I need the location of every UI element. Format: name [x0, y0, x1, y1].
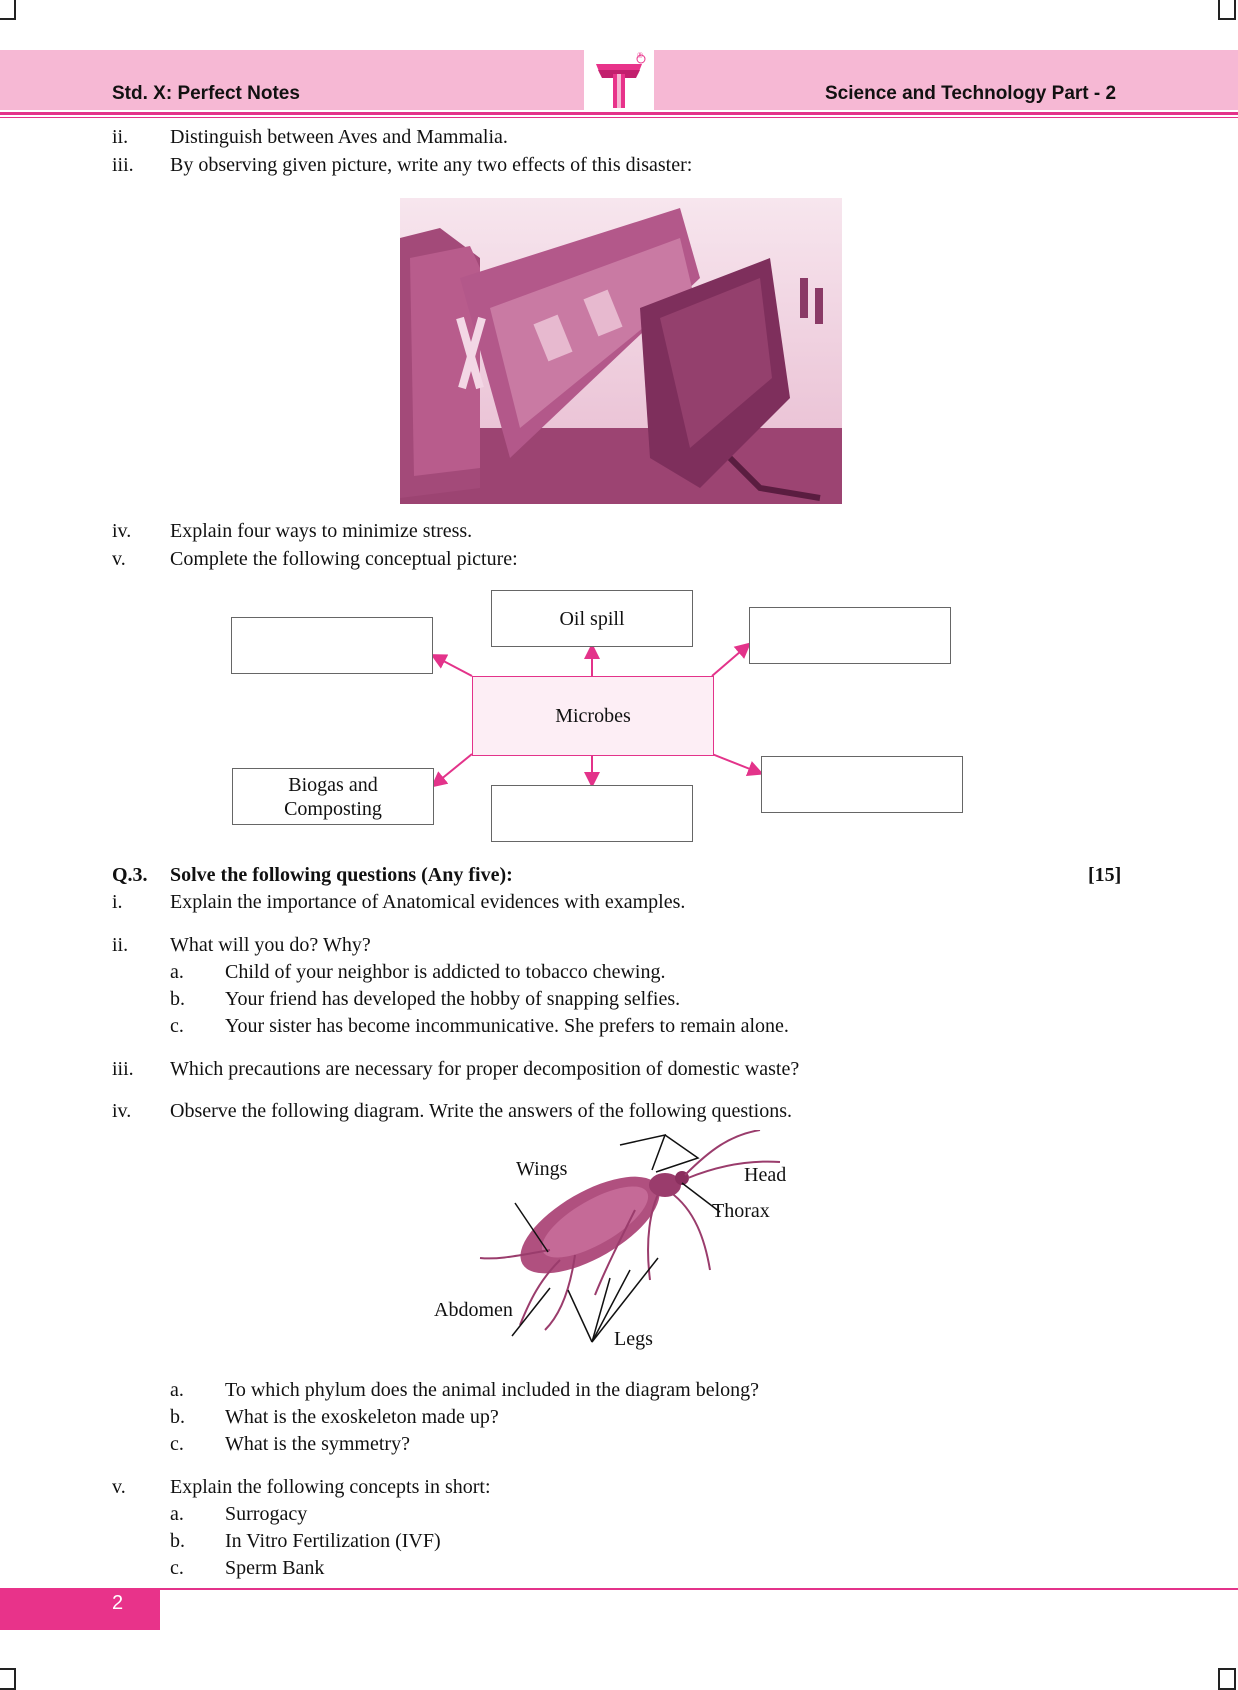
q2-iii-num: iii.: [112, 154, 134, 176]
concept-box-top-right-blank: [749, 607, 951, 664]
q3-v-text: Explain the following concepts in short:: [170, 1476, 491, 1498]
q3-ii-a-num: a.: [170, 961, 184, 983]
q3-ii-c-num: c.: [170, 1015, 184, 1037]
q3-ii-num: ii.: [112, 934, 129, 956]
q3-v-a-num: a.: [170, 1503, 184, 1525]
concept-box-biogas: [232, 768, 434, 825]
concept-box-bottom-center-blank: [491, 785, 693, 842]
q3-iii-text: Which precautions are necessary for proper decomposition of domestic waste?: [170, 1058, 800, 1080]
q3-iv-num: iv.: [112, 1100, 132, 1122]
q3-title: Solve the following questions (Any five):: [170, 864, 513, 886]
q3-iv-b-text: What is the exoskeleton made up?: [225, 1406, 499, 1428]
concept-box-top-left-blank: [231, 617, 433, 674]
q3-iv-text: Observe the following diagram. Write the answers of the following questions.: [170, 1100, 793, 1122]
q3-ii-b-num: b.: [170, 988, 185, 1010]
concept-box-biogas-line1: Biogas and: [288, 773, 378, 796]
q2-iv-num: iv.: [112, 520, 132, 542]
q3-ii-b-text: Your friend has developed the hobby of snapping selfies.: [225, 988, 681, 1010]
q3-v-c-num: c.: [170, 1557, 184, 1579]
concept-box-bottom-right-blank: [761, 756, 963, 813]
header-left-title: Std. X: Perfect Notes: [112, 83, 300, 104]
crop-mark-bottom-left: [0, 1668, 16, 1690]
q2-ii-num: ii.: [112, 126, 129, 148]
q3-number: Q.3.: [112, 864, 148, 886]
q3-v-c-text: Sperm Bank: [225, 1557, 325, 1579]
crop-mark-bottom-right: [1218, 1668, 1236, 1690]
logo-registered-mark: ®: [637, 51, 644, 60]
q3-iii-num: iii.: [112, 1058, 134, 1080]
q3-iv-c-text: What is the symmetry?: [225, 1433, 410, 1455]
q3-ii-text: What will you do? Why?: [170, 934, 371, 956]
q3-i-num: i.: [112, 891, 123, 913]
insect-label-wings: Wings: [516, 1158, 568, 1180]
q3-v-a-text: Surrogacy: [225, 1503, 308, 1525]
q2-ii-text: Distinguish between Aves and Mammalia.: [170, 126, 508, 148]
q3-v-b-num: b.: [170, 1530, 185, 1552]
q3-v-num: v.: [112, 1476, 126, 1498]
q3-v-b-text: In Vitro Fertilization (IVF): [225, 1530, 441, 1552]
q2-iv-text: Explain four ways to minimize stress.: [170, 520, 473, 542]
header-right-title: Science and Technology Part - 2: [825, 83, 1117, 104]
footer-page-tab: [0, 1588, 160, 1630]
q3-ii-a-text: Child of your neighbor is addicted to tobacco chewing.: [225, 961, 666, 983]
q3-ii-c-text: Your sister has become incommunicative. She prefers to remain alone.: [225, 1015, 789, 1037]
q3-iv-a-num: a.: [170, 1379, 184, 1401]
q2-iii-text: By observing given picture, write any two effects of this disaster:: [170, 154, 693, 176]
q2-v-text: Complete the following conceptual picture:: [170, 548, 518, 570]
footer-rule: [0, 1588, 1238, 1590]
page-number: 2: [112, 1592, 124, 1614]
q3-iv-c-num: c.: [170, 1433, 184, 1455]
q3-i-text: Explain the importance of Anatomical evidences with examples.: [170, 891, 686, 913]
insect-label-head: Head: [744, 1164, 787, 1186]
concept-box-oil-spill: Oil spill: [491, 590, 693, 647]
concept-box-center-microbes: Microbes: [472, 676, 714, 756]
concept-box-biogas-line2: Composting: [284, 797, 382, 820]
insect-label-thorax: Thorax: [712, 1200, 770, 1222]
q3-iv-a-text: To which phylum does the animal included in the diagram belong?: [225, 1379, 760, 1401]
insect-label-abdomen: Abdomen: [434, 1299, 513, 1321]
q3-iv-b-num: b.: [170, 1406, 185, 1428]
q3-marks: [15]: [1088, 864, 1122, 886]
insect-label-legs: Legs: [614, 1328, 653, 1350]
q2-v-num: v.: [112, 548, 126, 570]
